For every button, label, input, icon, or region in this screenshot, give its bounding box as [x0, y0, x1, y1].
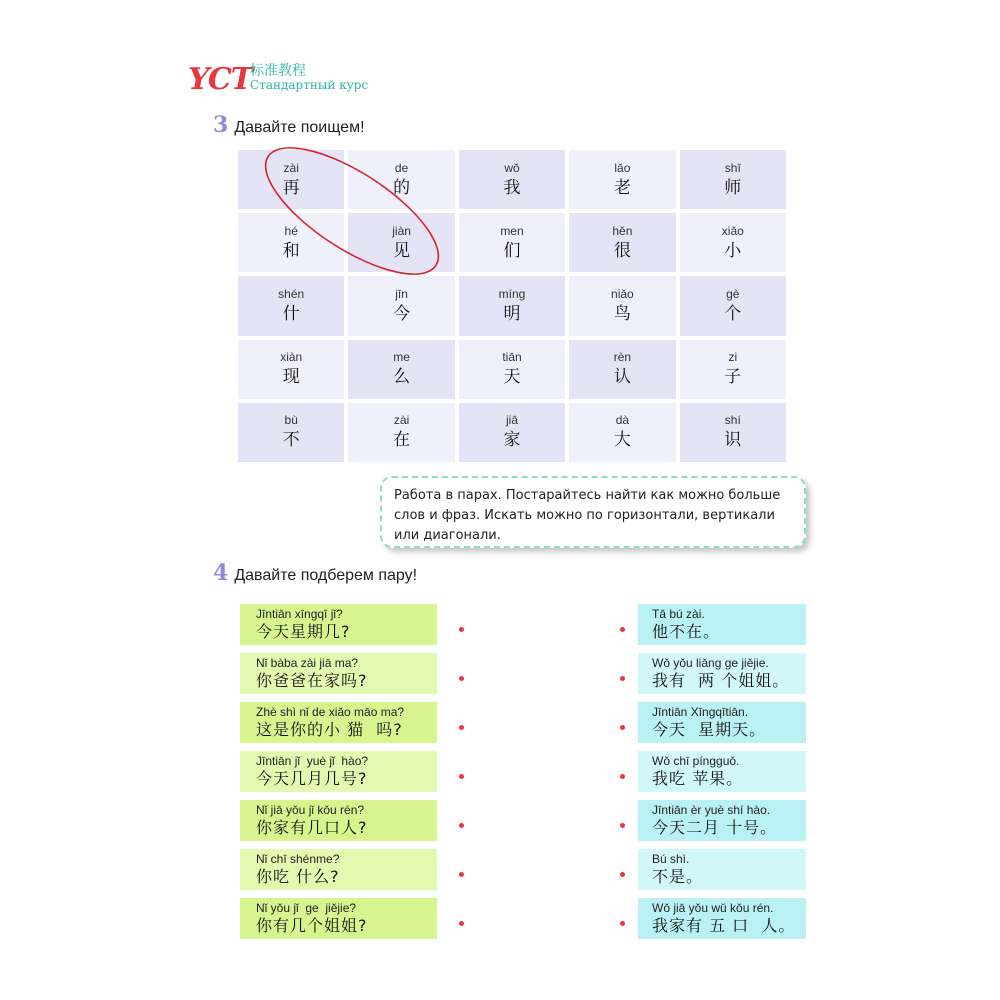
grid-cell-pinyin: jiàn	[392, 223, 411, 238]
match-dot-right[interactable]	[620, 774, 625, 779]
grid-cell[interactable]	[680, 340, 786, 399]
answer-card[interactable]	[638, 653, 806, 694]
grid-cell[interactable]	[238, 403, 344, 462]
grid-cell-hanzi: 子	[724, 367, 742, 388]
grid-cell[interactable]	[459, 276, 565, 335]
grid-cell-hanzi: 明	[503, 303, 521, 324]
grid-cell-pinyin: jiā	[505, 413, 518, 428]
card-pinyin: Zhè shì nǐ de xiǎo māo ma?	[256, 705, 405, 719]
grid-cell-pinyin: xiǎo	[721, 223, 744, 238]
card-pinyin: Bú shì.	[652, 852, 690, 866]
match-dot-left[interactable]	[459, 627, 464, 632]
grid-cell-pinyin: zài	[393, 413, 410, 428]
match-dot-right[interactable]	[620, 823, 625, 828]
question-card[interactable]	[240, 849, 437, 890]
grid-cell-hanzi: 在	[393, 430, 411, 451]
answer-card[interactable]	[638, 702, 806, 743]
grid-cell[interactable]	[238, 340, 344, 399]
card-hanzi: 你爸爸在家吗?	[256, 671, 368, 690]
grid-cell[interactable]	[348, 340, 454, 399]
grid-cell-hanzi: 小	[724, 240, 742, 261]
card-pinyin: Tā bú zài.	[652, 607, 705, 621]
grid-cell-hanzi: 现	[282, 367, 300, 388]
card-hanzi: 不是。	[652, 867, 704, 886]
card-pinyin: Wǒ yǒu liǎng ge jiějie.	[652, 656, 769, 670]
grid-cell[interactable]	[680, 276, 786, 335]
grid-cell[interactable]	[569, 213, 675, 272]
question-card[interactable]	[240, 604, 437, 645]
grid-cell-hanzi: 什	[282, 303, 300, 324]
question-card[interactable]	[240, 702, 437, 743]
card-pinyin: Wǒ jiā yǒu wǔ kǒu rén.	[652, 901, 774, 915]
logo-title-cn: 标准教程	[250, 63, 306, 79]
logo-mark: YCT	[188, 62, 253, 97]
grid-cell[interactable]	[459, 150, 565, 209]
grid-cell-pinyin: dà	[615, 413, 630, 428]
grid-cell-pinyin: míng	[498, 286, 526, 301]
match-dot-right[interactable]	[620, 627, 625, 632]
grid-cell-hanzi: 见	[393, 240, 411, 261]
grid-cell-pinyin: gè	[726, 286, 740, 301]
grid-cell-pinyin: niǎo	[611, 286, 634, 301]
grid-cell-hanzi: 家	[503, 430, 521, 451]
grid-cell-hanzi: 么	[393, 367, 411, 388]
answer-card[interactable]	[638, 898, 806, 939]
answer-card[interactable]	[638, 800, 806, 841]
section-3-title: Давайте поищем!	[234, 119, 365, 136]
match-dot-left[interactable]	[459, 774, 464, 779]
grid-cell-hanzi: 老	[613, 177, 631, 198]
instruction-note: Работа в парах. Постарайтесь найти как можно больше слов и фраз. Искать можно по горизонтали, вертикали или диагонали.	[380, 476, 806, 548]
grid-cell-hanzi: 师	[724, 177, 742, 198]
grid-cell[interactable]	[238, 276, 344, 335]
logo-title-ru: Стандартный курс	[250, 78, 369, 92]
grid-cell-hanzi: 鸟	[613, 303, 631, 324]
word-search-grid	[238, 150, 786, 462]
grid-cell-pinyin: hé	[284, 223, 298, 238]
grid-cell-pinyin: wǒ	[504, 160, 520, 175]
grid-cell-pinyin: shī	[724, 160, 741, 175]
grid-cell-pinyin: de	[394, 160, 409, 175]
grid-cell-pinyin: tiān	[502, 350, 522, 365]
grid-cell-pinyin: rèn	[613, 350, 632, 365]
grid-cell-pinyin: jīn	[395, 286, 408, 301]
card-hanzi: 你有几个姐姐?	[256, 916, 368, 935]
card-pinyin: Jīntiān xīngqī jǐ?	[256, 607, 343, 621]
grid-cell[interactable]	[569, 276, 675, 335]
match-dot-left[interactable]	[459, 921, 464, 926]
grid-cell[interactable]	[569, 150, 675, 209]
card-pinyin: Nǐ chī shénme?	[256, 852, 340, 866]
card-pinyin: Jīntiān jǐ yuè jǐ hào?	[256, 754, 369, 768]
card-pinyin: Wǒ chī píngguǒ.	[652, 754, 740, 768]
match-dot-left[interactable]	[459, 725, 464, 730]
grid-cell[interactable]	[238, 213, 344, 272]
card-hanzi: 我有 两 个姐姐。	[652, 671, 790, 690]
card-pinyin: Nǐ bàba zài jiā ma?	[256, 656, 359, 670]
card-hanzi: 我吃 苹果。	[652, 769, 744, 788]
grid-cell-pinyin: lǎo	[614, 160, 631, 175]
grid-cell[interactable]	[238, 150, 344, 209]
grid-cell-hanzi: 很	[613, 240, 631, 261]
match-dot-right[interactable]	[620, 725, 625, 730]
question-card[interactable]	[240, 800, 437, 841]
grid-cell-pinyin: bù	[284, 413, 298, 428]
grid-cell[interactable]	[680, 150, 786, 209]
match-dot-left[interactable]	[459, 676, 464, 681]
question-card[interactable]	[240, 751, 437, 792]
match-dot-right[interactable]	[620, 921, 625, 926]
card-hanzi: 这是你的小 猫 吗?	[256, 720, 403, 739]
section-4-number: 4	[213, 560, 229, 586]
grid-cell-pinyin: zài	[283, 160, 299, 175]
grid-cell[interactable]	[348, 150, 454, 209]
card-pinyin: Jīntiān Xīngqītiān.	[652, 705, 749, 719]
grid-cell[interactable]	[459, 213, 565, 272]
answer-card[interactable]	[638, 604, 806, 645]
card-hanzi: 今天二月 十号。	[652, 818, 778, 837]
grid-cell-hanzi: 我	[503, 177, 521, 198]
grid-cell-hanzi: 的	[393, 177, 411, 198]
grid-cell-pinyin: xiàn	[280, 350, 303, 365]
grid-cell[interactable]	[348, 276, 454, 335]
grid-cell[interactable]	[569, 340, 675, 399]
grid-cell[interactable]	[680, 213, 786, 272]
grid-cell-hanzi: 和	[282, 240, 300, 261]
grid-cell-pinyin: shí	[724, 413, 741, 428]
grid-cell-pinyin: zi	[728, 350, 738, 365]
card-pinyin: Jīntiān èr yuè shí hào.	[652, 803, 771, 817]
card-hanzi: 你吃 什么?	[256, 867, 340, 886]
card-hanzi: 今天 星期天。	[652, 720, 767, 739]
section-3-heading	[213, 112, 365, 138]
grid-cell[interactable]	[569, 403, 675, 462]
grid-cell-hanzi: 再	[282, 177, 300, 198]
grid-cell-hanzi: 天	[503, 367, 521, 388]
grid-cell-pinyin: shén	[278, 286, 305, 301]
card-hanzi: 他不在。	[652, 622, 721, 641]
match-dot-right[interactable]	[620, 676, 625, 681]
card-pinyin: Nǐ jiā yǒu jǐ kǒu rén?	[256, 803, 365, 817]
card-pinyin: Nǐ yǒu jǐ ge jiějie?	[256, 901, 357, 915]
answer-card[interactable]	[638, 751, 806, 792]
grid-cell-hanzi: 识	[724, 430, 742, 451]
grid-cell[interactable]	[459, 340, 565, 399]
grid-cell-hanzi: 今	[393, 303, 411, 324]
card-hanzi: 今天星期几?	[256, 622, 351, 641]
grid-cell-pinyin: men	[500, 223, 524, 238]
section-4-title: Давайте подберем пару!	[234, 567, 418, 584]
grid-cell[interactable]	[459, 403, 565, 462]
card-hanzi: 我家有 五 口 人。	[652, 916, 796, 935]
section-3-number: 3	[213, 112, 229, 138]
grid-cell-pinyin: me	[393, 350, 410, 365]
grid-cell[interactable]	[348, 213, 454, 272]
question-card[interactable]	[240, 898, 437, 939]
grid-cell-hanzi: 大	[613, 430, 631, 451]
grid-cell[interactable]	[680, 403, 786, 462]
match-dot-right[interactable]	[620, 872, 625, 877]
grid-cell-hanzi: 们	[503, 240, 521, 261]
match-dot-left[interactable]	[459, 823, 464, 828]
match-dot-left[interactable]	[459, 872, 464, 877]
grid-cell-pinyin: hěn	[612, 223, 633, 238]
section-4-heading	[213, 560, 417, 586]
card-hanzi: 你家有几口人?	[256, 818, 368, 837]
grid-cell[interactable]	[348, 403, 454, 462]
question-card[interactable]	[240, 653, 437, 694]
card-hanzi: 今天几月几号?	[256, 769, 368, 788]
grid-cell-hanzi: 不	[282, 430, 300, 451]
grid-cell-hanzi: 认	[613, 367, 631, 388]
grid-cell-hanzi: 个	[724, 303, 742, 324]
answer-card[interactable]	[638, 849, 806, 890]
